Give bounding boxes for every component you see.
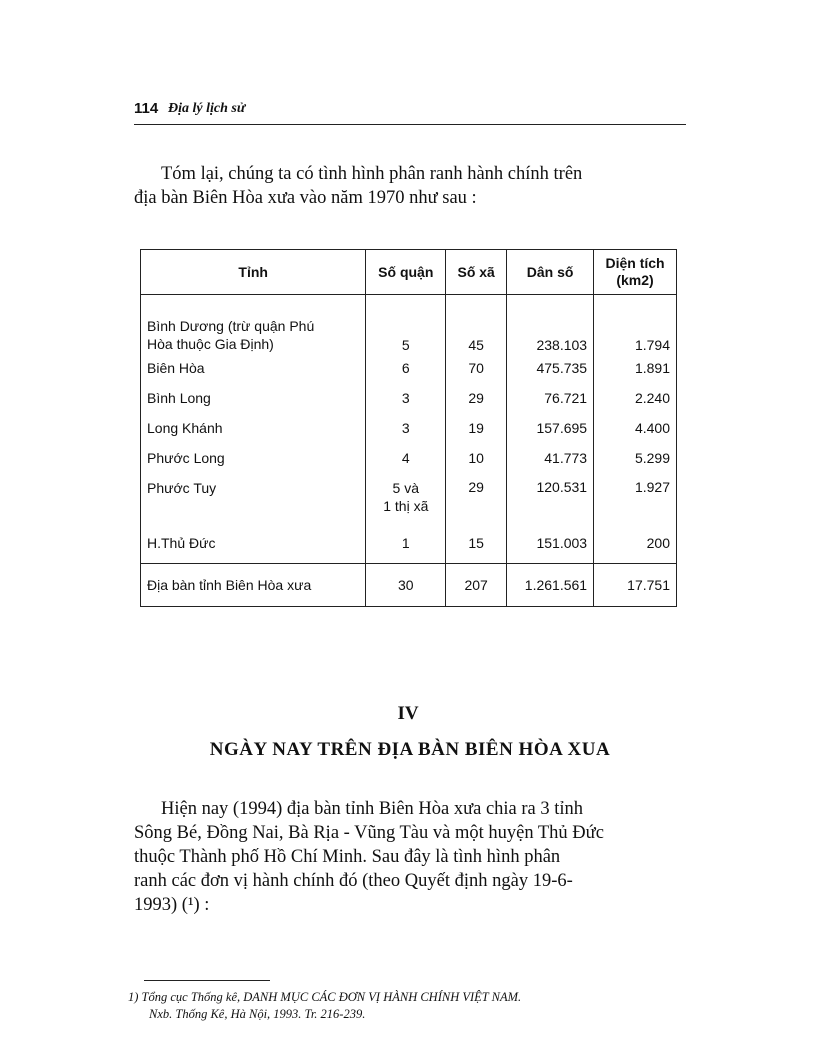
body-line: ranh các đơn vị hành chính đó (theo Quyết định ngày 19-6- bbox=[134, 871, 573, 891]
cell-districts: 3 bbox=[366, 413, 446, 443]
section-title: NGÀY NAY TRÊN ĐỊA BÀN BIÊN HÒA XUA bbox=[209, 739, 611, 760]
footnote bbox=[128, 989, 688, 1023]
total-communes: 207 bbox=[446, 564, 507, 607]
cell-communes: 29 bbox=[446, 473, 507, 523]
cell-districts bbox=[366, 473, 446, 523]
cell-population: 475.735 bbox=[507, 353, 594, 383]
table-row bbox=[141, 523, 677, 564]
cell-population: 151.003 bbox=[507, 523, 594, 564]
cell-communes: 15 bbox=[446, 523, 507, 564]
district-line: 1 thị xã bbox=[383, 498, 429, 514]
cell-communes: 29 bbox=[446, 383, 507, 413]
total-label: Địa bàn tỉnh Biên Hòa xưa bbox=[141, 564, 366, 607]
header-province: Tỉnh bbox=[141, 250, 366, 295]
body-line: thuộc Thành phố Hồ Chí Minh. Sau đây là tình hình phân bbox=[134, 847, 561, 867]
footnote-line: Nxb. Thống Kê, Hà Nội, 1993. Tr. 216-239. bbox=[149, 1007, 366, 1021]
cell-area: 5.299 bbox=[594, 443, 677, 473]
body-paragraph bbox=[134, 797, 686, 917]
province-name-line: Hòa thuộc Gia Định) bbox=[147, 336, 274, 352]
cell-communes: 70 bbox=[446, 353, 507, 383]
cell-communes: 45 bbox=[446, 295, 507, 354]
cell-districts: 1 bbox=[366, 523, 446, 564]
cell-population: 41.773 bbox=[507, 443, 594, 473]
running-header bbox=[134, 100, 686, 125]
table-row bbox=[141, 353, 677, 383]
total-area: 17.751 bbox=[594, 564, 677, 607]
footnote-line: 1) Tổng cục Thống kê, DANH MỤC CÁC ĐƠN VỊ HÀNH CHÍNH VIỆT NAM. bbox=[128, 990, 522, 1004]
cell-province: H.Thủ Đức bbox=[141, 523, 366, 564]
cell-province: Phước Tuy bbox=[141, 473, 366, 523]
district-line: 5 và bbox=[392, 480, 420, 496]
table-row bbox=[141, 413, 677, 443]
cell-population: 157.695 bbox=[507, 413, 594, 443]
table-row bbox=[141, 383, 677, 413]
cell-districts: 6 bbox=[366, 353, 446, 383]
intro-line: địa bàn Biên Hòa xưa vào năm 1970 như sau : bbox=[134, 188, 477, 208]
intro-paragraph bbox=[134, 162, 686, 210]
table-row bbox=[141, 443, 677, 473]
cell-province: Biên Hòa bbox=[141, 353, 366, 383]
header-communes: Số xã bbox=[446, 250, 507, 295]
body-line: Sông Bé, Đồng Nai, Bà Rịa - Vũng Tàu và một huyện Thủ Đức bbox=[134, 823, 604, 843]
cell-districts: 4 bbox=[366, 443, 446, 473]
footnote-divider bbox=[144, 980, 270, 981]
table-row bbox=[141, 473, 677, 523]
cell-area: 2.240 bbox=[594, 383, 677, 413]
province-name-line: Bình Dương (trừ quận Phú bbox=[147, 318, 315, 334]
cell-province: Phước Long bbox=[141, 443, 366, 473]
header-districts: Số quận bbox=[366, 250, 446, 295]
cell-area: 200 bbox=[594, 523, 677, 564]
body-line: Hiện nay (1994) địa bàn tỉnh Biên Hòa xưa chia ra 3 tỉnh bbox=[161, 799, 584, 819]
cell-population: 76.721 bbox=[507, 383, 594, 413]
header-population: Dân số bbox=[507, 250, 594, 295]
table-row bbox=[141, 295, 677, 354]
cell-province bbox=[141, 295, 366, 354]
page-number: 114 bbox=[134, 100, 159, 117]
intro-line: Tóm lại, chúng ta có tình hình phân ranh hành chính trên bbox=[161, 164, 583, 184]
total-districts: 30 bbox=[366, 564, 446, 607]
admin-division-table bbox=[140, 249, 677, 607]
table-total-row bbox=[141, 564, 677, 607]
header-area: Diện tích (km2) bbox=[594, 250, 677, 295]
cell-communes: 19 bbox=[446, 413, 507, 443]
cell-population: 120.531 bbox=[507, 473, 594, 523]
cell-population: 238.103 bbox=[507, 295, 594, 354]
cell-area: 1.794 bbox=[594, 295, 677, 354]
cell-communes: 10 bbox=[446, 443, 507, 473]
section-number: IV bbox=[397, 703, 419, 724]
cell-districts: 5 bbox=[366, 295, 446, 354]
total-population: 1.261.561 bbox=[507, 564, 594, 607]
cell-districts: 3 bbox=[366, 383, 446, 413]
body-line: 1993) (¹) : bbox=[134, 895, 210, 915]
cell-area: 4.400 bbox=[594, 413, 677, 443]
cell-area: 1.891 bbox=[594, 353, 677, 383]
cell-province: Bình Long bbox=[141, 383, 366, 413]
table-header-row bbox=[141, 250, 677, 295]
cell-area: 1.927 bbox=[594, 473, 677, 523]
cell-province: Long Khánh bbox=[141, 413, 366, 443]
running-title: Địa lý lịch sử bbox=[168, 101, 246, 116]
